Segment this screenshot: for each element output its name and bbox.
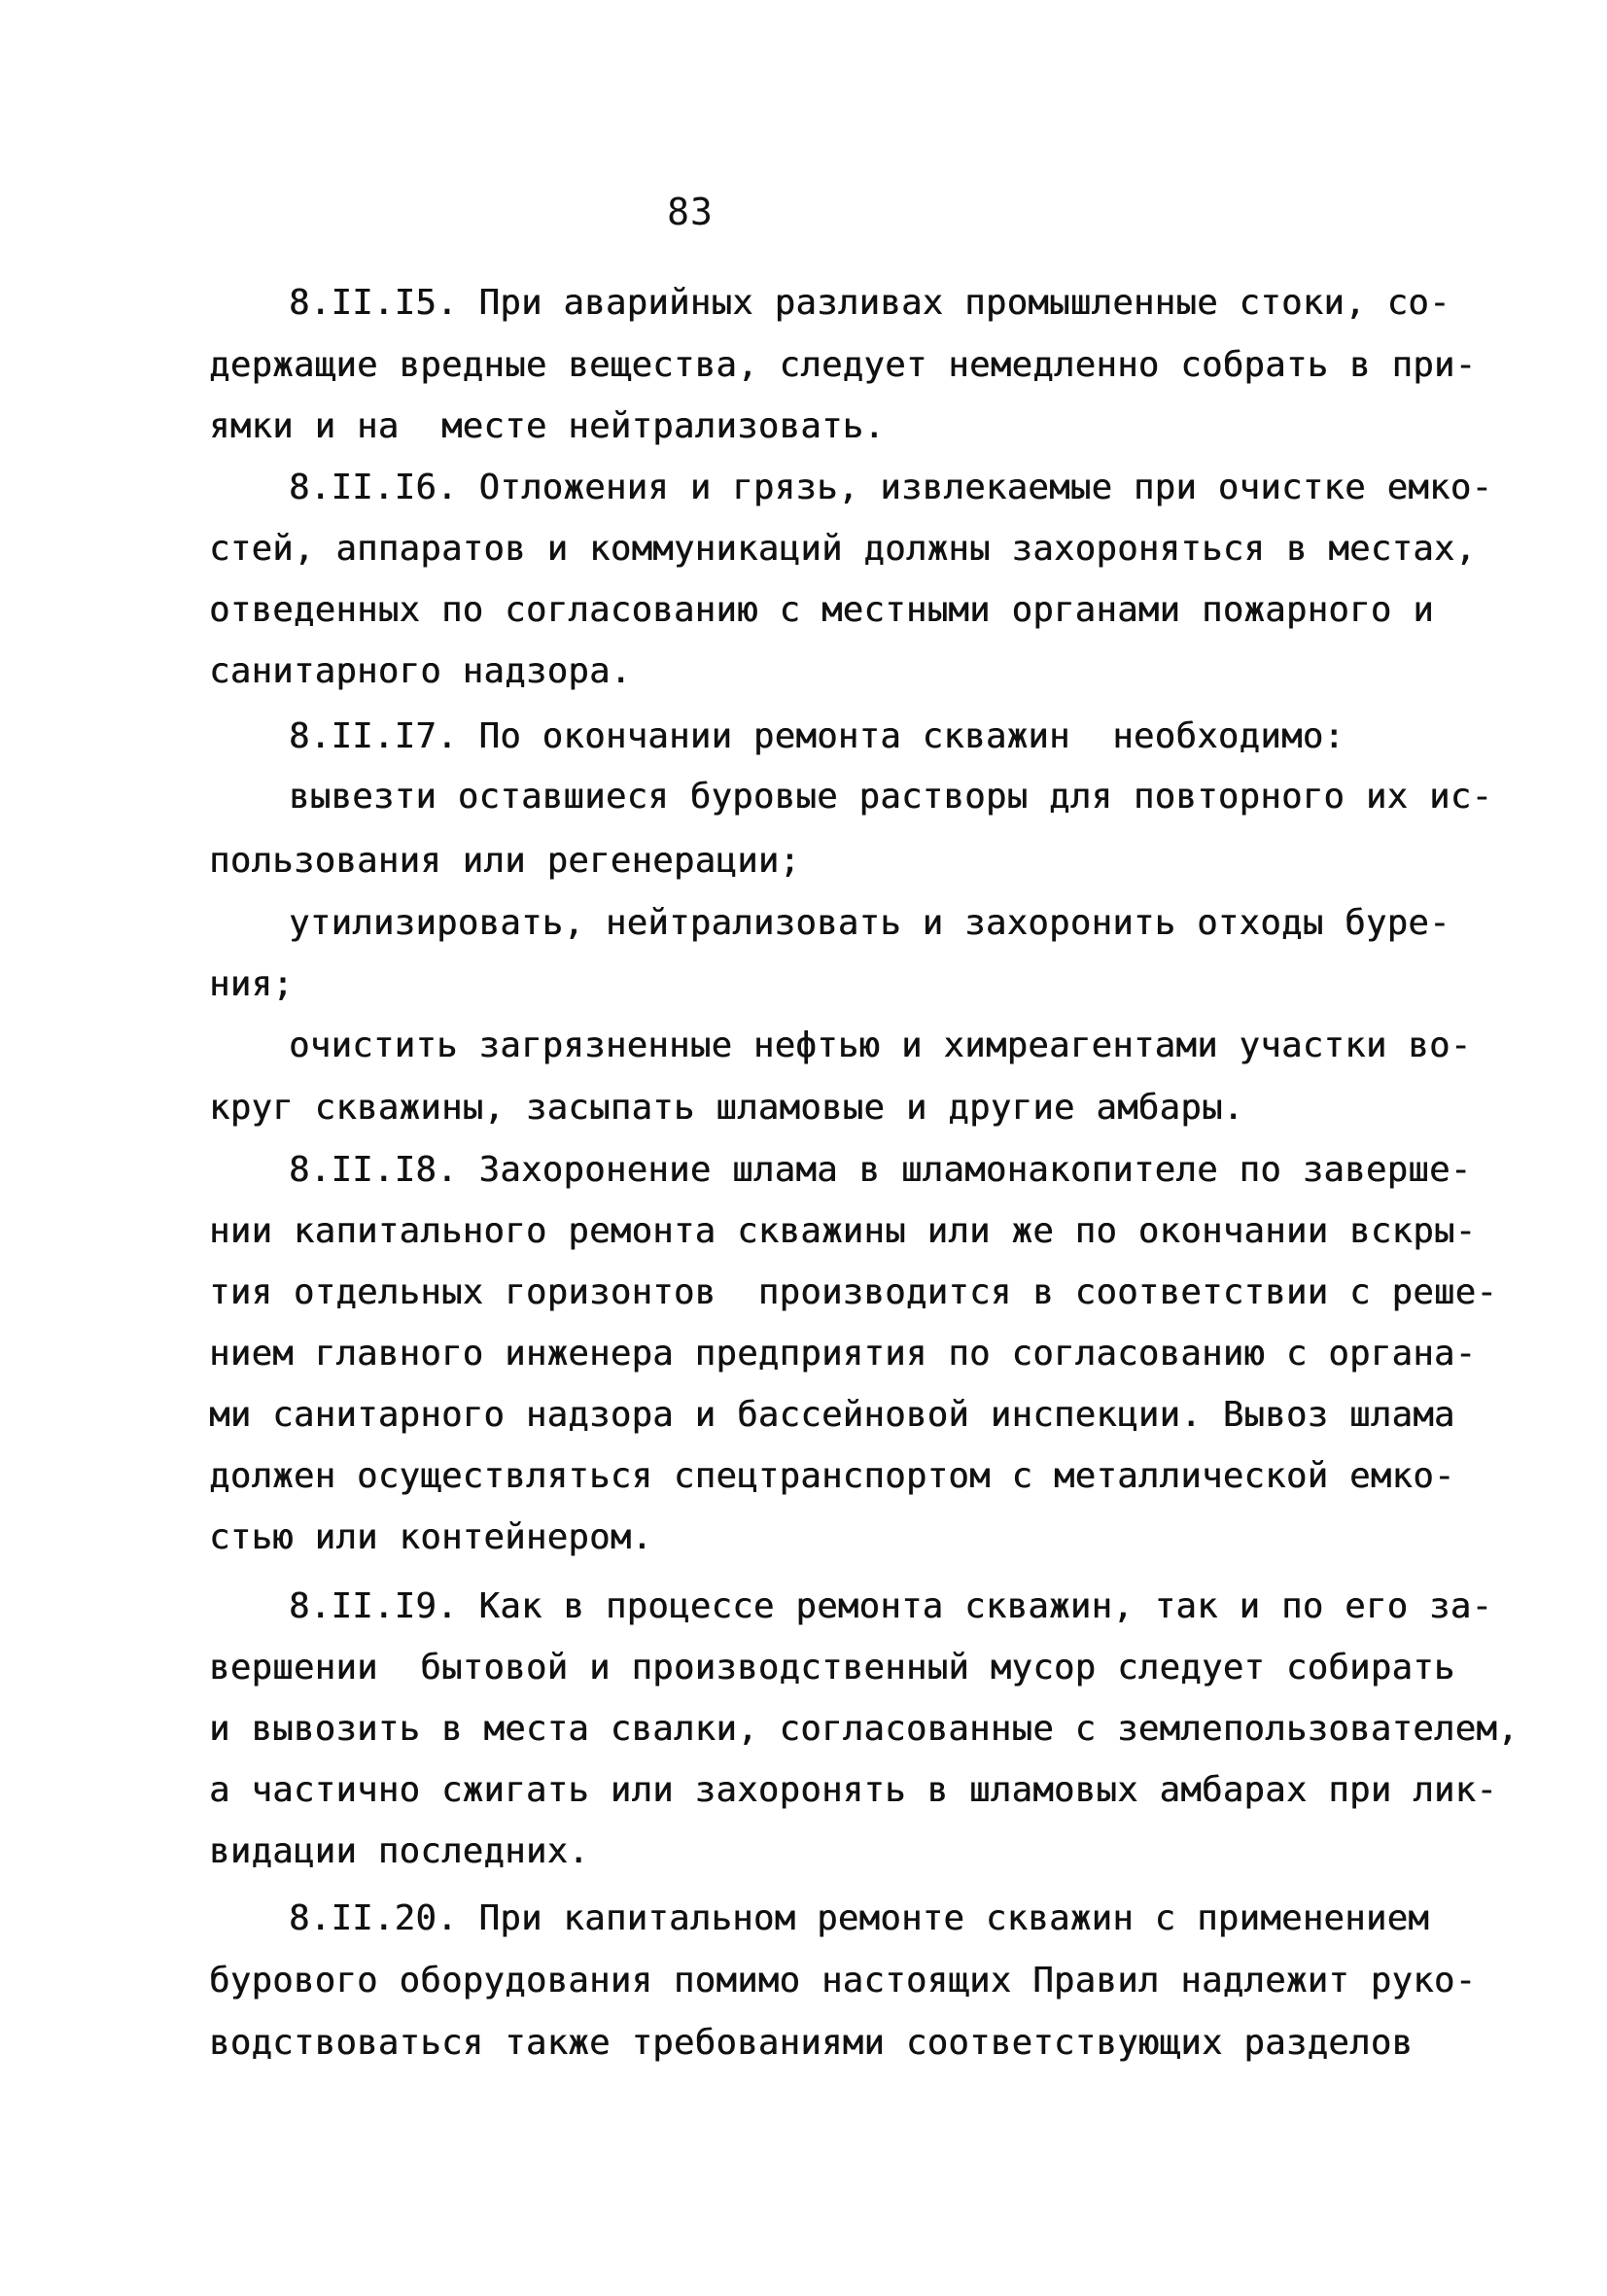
text-line: стей, аппаратов и коммуникаций должны захороняться в местах, [209, 529, 1477, 569]
text-line: утилизировать, нейтрализовать и захоронить отходы буре- [289, 903, 1450, 943]
text-line: отведенных по согласованию с местными органами пожарного и [209, 590, 1434, 630]
text-line: водствоваться также требованиями соответствующих разделов [209, 2023, 1414, 2063]
text-line: 8.II.I9. Как в процессе ремонта скважин, так и по его за- [289, 1586, 1493, 1626]
text-line: 8.II.20. При капитальном ремонте скважин с применением [289, 1898, 1430, 1938]
text-line: тия отдельных горизонтов производится в соответствии с реше- [209, 1272, 1498, 1312]
text-line: 8.II.I7. По окончании ремонта скважин необходимо: [289, 716, 1345, 756]
text-line: а частично сжигать или захоронять в шламовых амбарах при лик- [209, 1770, 1498, 1810]
text-line: ямки и на месте нейтрализовать. [209, 406, 886, 446]
text-line: 8.II.I8. Захоронение шлама в шламонакопителе по заверше- [289, 1150, 1472, 1190]
page-number: 83 [667, 191, 714, 233]
text-line: нием главного инженера предприятия по согласованию с органа- [209, 1334, 1477, 1374]
text-line: круг скважины, засыпать шламовые и другие амбары. [209, 1088, 1244, 1128]
text-line: санитарного надзора. [209, 651, 632, 691]
text-line: видации последних. [209, 1831, 590, 1871]
text-line: вывезти оставшиеся буровые растворы для повторного их ис- [289, 777, 1493, 817]
text-line: пользования или регенерации; [209, 841, 801, 881]
text-line: стью или контейнером. [209, 1517, 653, 1557]
text-line: нии капитального ремонта скважины или же по окончании вскры- [209, 1211, 1477, 1251]
text-line: 8.II.I6. Отложения и грязь, извлекаемые при очистке емко- [289, 468, 1493, 507]
text-line: вершении бытовой и производственный мусор следует собирать [209, 1648, 1455, 1687]
text-line: должен осуществляться спецтранспортом с металлической емко- [209, 1456, 1455, 1496]
text-line: очистить загрязненные нефтью и химреагентами участки во- [289, 1026, 1472, 1065]
text-line: бурового оборудования помимо настоящих Правил надлежит руко- [209, 1961, 1477, 2000]
text-line: и вывозить в места свалки, согласованные с землепользователем, [209, 1709, 1519, 1749]
text-line: ния; [209, 964, 294, 1004]
text-line: ми санитарного надзора и бассейновой инспекции. Вывоз шлама [209, 1395, 1455, 1435]
text-line: держащие вредные вещества, следует немедленно собрать в при- [209, 345, 1477, 385]
text-line: 8.II.I5. При аварийных разливах промышленные стоки, со- [289, 283, 1450, 323]
